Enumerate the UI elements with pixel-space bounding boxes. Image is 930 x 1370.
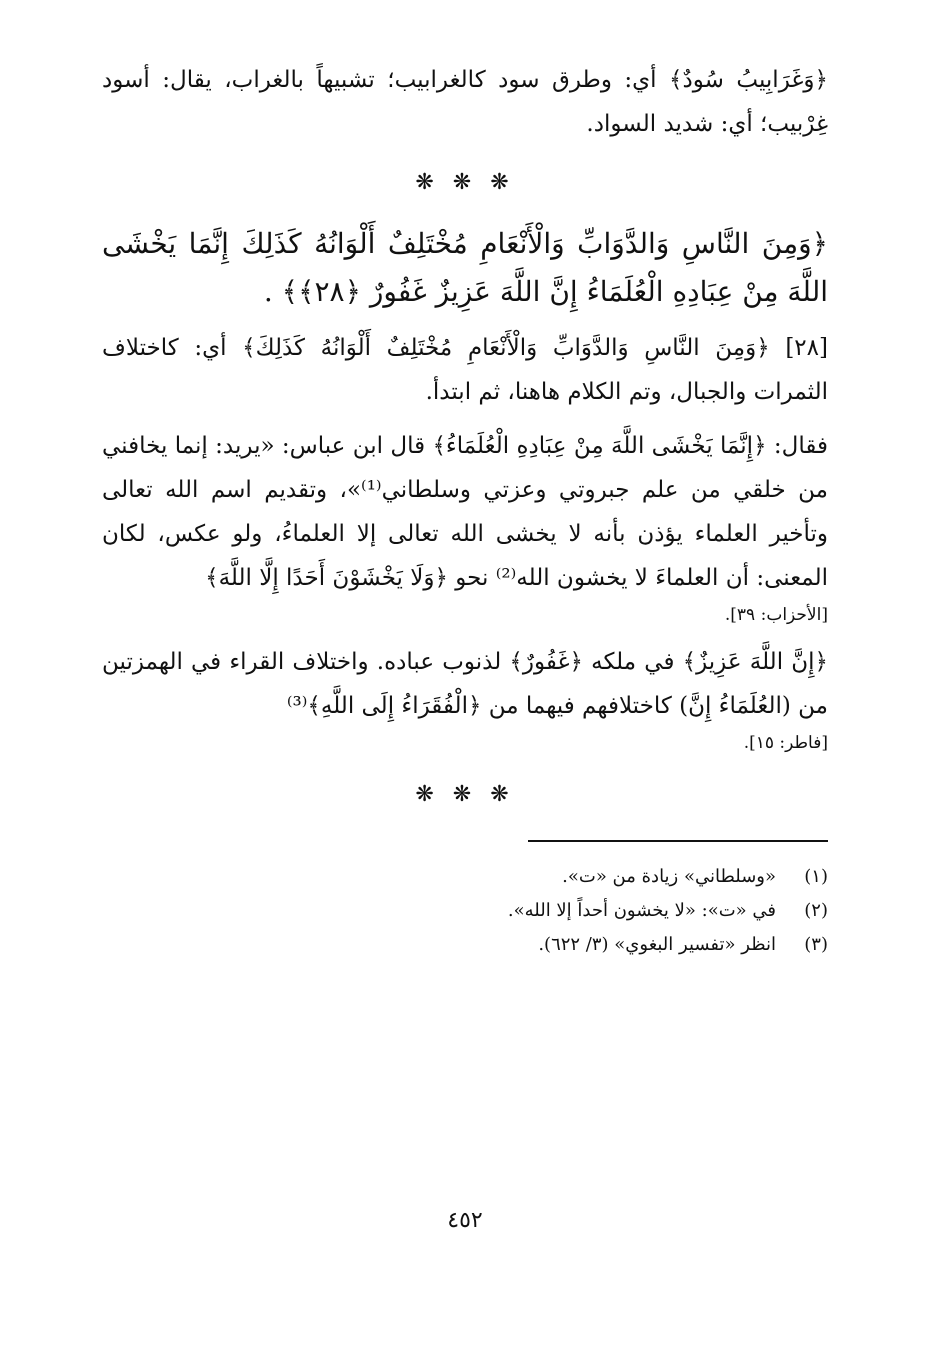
page-number: ٤٥٢ — [447, 1208, 483, 1233]
paragraph-ulama — [102, 424, 828, 630]
quran-verse-28: ﴿وَمِنَ النَّاسِ وَالدَّوَابِّ وَالْأَنْعَامِ مُخْتَلِفٌ أَلْوَانُهُ كَذَلِكَ إِنَّمَا يَخْشَى اللَّهَ مِنْ عِبَادِهِ الْعُلَمَاءُ إِنَّ اللَّهَ عَزِيزٌ غَفُورٌ ﴿٢٨﴾﴾ . — [102, 227, 828, 308]
footnote-item — [102, 928, 828, 962]
footnote-divider — [528, 840, 828, 842]
paragraph-aziz-ghafur-text: ﴿إِنَّ اللَّهَ عَزِيزٌ﴾ في ملكه ﴿غَفُورٌ﴾ لذنوب عباده. واختلاف القراء في الهمزتين من (العُلَمَاءُ إِنَّ) كاختلافهم فيهما من ﴿الْفُقَرَاءُ إِلَى اللَّهِ﴾⁽³⁾ — [102, 649, 828, 719]
paragraph-verse-28-explanation: [٢٨] ﴿وَمِنَ النَّاسِ وَالدَّوَابِّ وَالْأَنْعَامِ مُخْتَلِفٌ أَلْوَانُهُ كَذَلِكَ﴾ أي: كاختلاف الثمرات والجبال، وتم الكلام هاهنا، ثم ابتدأ. — [102, 335, 828, 405]
section-separator-1: ❋ ❋ ❋ — [415, 170, 515, 195]
footnote-text: «وسلطاني» زيادة من «ت». — [562, 866, 776, 887]
citation-ahzab: [الأحزاب: ٣٩]. — [724, 605, 828, 625]
paragraph-gharabib: ﴿وَغَرَابِيبُ سُودٌ﴾ أي: وطرق سود كالغرابيب؛ تشبيهاً بالغراب، يقال: أسود غِرْبيب؛ أي: شديد السواد. — [102, 67, 828, 137]
paragraph-ulama-text: فقال: ﴿إِنَّمَا يَخْشَى اللَّهَ مِنْ عِبَادِهِ الْعُلَمَاءُ﴾ قال ابن عباس: «يريد: إنما يخافني من خلقي من علم جبروتي وعزتي وسلطاني⁽¹⁾»، وتقديم اسم الله تعالى وتأخير العلماء يؤذن بأنه لا يخشى الله تعالى إلا العلماءُ، ولو عكس، لكان المعنى: أن العلماءَ لا يخشون الله⁽²⁾ نحو ﴿وَلَا يَخْشَوْنَ أَحَدًا إِلَّا اللَّهَ﴾ — [102, 433, 828, 591]
footnote-item — [102, 894, 828, 928]
footnote-text: في «ت»: «لا يخشون أحداً إلا الله». — [507, 900, 776, 921]
section-separator-2: ❋ ❋ ❋ — [415, 782, 515, 807]
footnote-item — [102, 860, 828, 894]
footnote-number: (١) — [804, 866, 828, 887]
paragraph-aziz-ghafur — [102, 640, 828, 758]
footnote-number: (٢) — [804, 900, 828, 921]
footnote-text: انظر «تفسير البغوي» (٣/ ٦٢٢). — [538, 934, 776, 955]
footnotes-list — [102, 860, 828, 962]
footnote-number: (٣) — [804, 934, 828, 955]
citation-fatir: [فاطر: ١٥]. — [743, 733, 828, 753]
page-body — [102, 58, 828, 1348]
